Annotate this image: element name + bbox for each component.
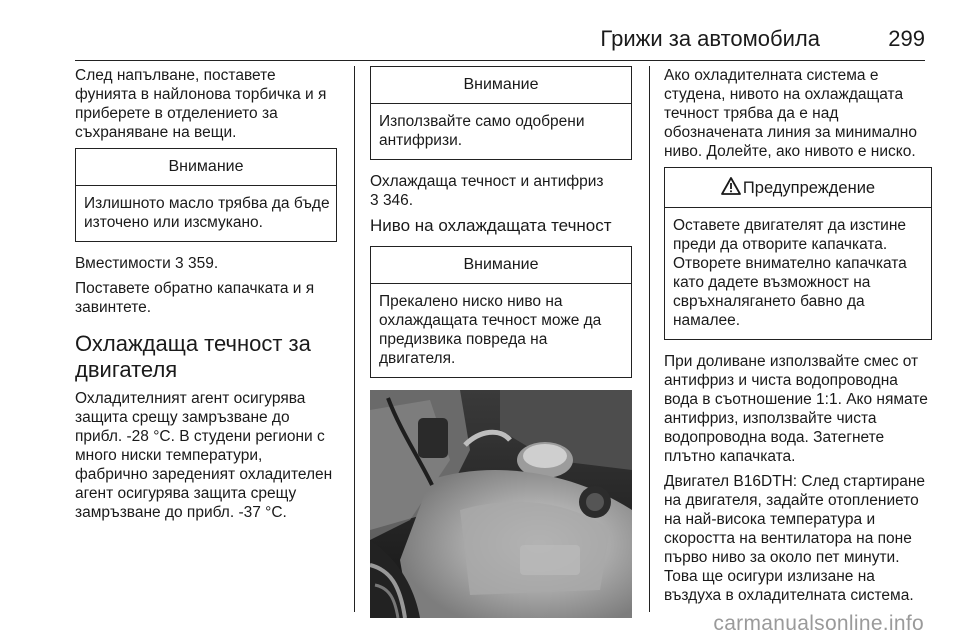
notice-body: Използвайте само одобрени антифризи. bbox=[379, 113, 585, 149]
paragraph: При доливане използвайте смес от антифриз и чиста водопроводна вода в съотношение 1:1. Ако нямате антифриз, използвайте чиста водопроводна вода. Затегнете плътно капачката. bbox=[664, 353, 928, 465]
warning-box bbox=[664, 167, 932, 340]
reference-page-link[interactable]: 359. bbox=[187, 255, 219, 272]
subsection-heading: Ниво на охлаждащата течност bbox=[370, 216, 612, 235]
reference-arrow: 3 bbox=[175, 255, 184, 272]
warning-triangle-icon bbox=[721, 177, 741, 195]
column-divider bbox=[649, 66, 650, 612]
notice-heading: Внимание bbox=[371, 67, 631, 104]
cross-reference bbox=[75, 254, 337, 273]
paragraph: Поставете обратно капачката и я завинтете. bbox=[75, 280, 315, 316]
paragraph: Ако охладителната система е студена, нивото на охлаждащата течност трябва да е над обозначената линия за минимално ниво. Долейте, ако нивото е ниско. bbox=[664, 67, 917, 160]
engine-bay-coolant-reservoir-photo bbox=[370, 390, 632, 618]
column-right bbox=[664, 66, 932, 611]
notice-body: Прекалено ниско ниво на охлаждащата течност може да предизвика повреда на двигателя. bbox=[379, 293, 602, 367]
warning-heading: Предупреждение bbox=[742, 179, 876, 197]
reference-arrow: 3 bbox=[370, 192, 379, 209]
watermark: carmanualsonline.info bbox=[713, 612, 924, 635]
page-header bbox=[75, 20, 925, 61]
notice-heading: Внимание bbox=[76, 149, 336, 186]
notice-box bbox=[370, 66, 632, 160]
notice-body: Излишното масло трябва да бъде източено или изсмукано. bbox=[84, 195, 330, 231]
paragraph: Охладителният агент осигурява защита срещу замръзване до прибл. -28 °C. В студени региони с много ниски температури, фабрично зареденият охладителен агент осигурява защита срещу замръзване до прибл. -37 °C. bbox=[75, 390, 333, 521]
column-divider bbox=[354, 66, 355, 612]
notice-heading: Внимание bbox=[371, 247, 631, 284]
notice-box bbox=[370, 246, 632, 378]
column-left bbox=[75, 66, 337, 528]
warning-header bbox=[665, 168, 931, 208]
column-middle bbox=[370, 66, 632, 618]
warning-body: Оставете двигателят да изстине преди да отворите капачката. Отворете внимателно капачката като дадете възможност на свръхналягането бавно да намалее. bbox=[673, 217, 907, 329]
notice-box bbox=[75, 148, 337, 242]
section-heading: Охлаждаща течност за двигателя bbox=[75, 331, 311, 382]
page-title: Грижи за автомобила bbox=[600, 26, 820, 51]
page-number: 299 bbox=[888, 26, 925, 51]
paragraph: След напълване, поставете фунията в найлонова торбичка и я приберете в отделението за съхраняване на вещи. bbox=[75, 67, 327, 141]
cross-reference-label: Охлаждаща течност и антифриз bbox=[370, 173, 604, 190]
reference-page-link[interactable]: 346. bbox=[382, 192, 414, 209]
engine-bay-photo bbox=[370, 390, 632, 618]
paragraph: Двигател B16DTH: След стартиране на двигателя, задайте отоплението на най-висока температура и скоростта на вентилатора на поне първо ниво за около пет минути. Това ще осигури излизане на въздуха в охладителната система. bbox=[664, 473, 926, 604]
cross-reference-label: Вместимости bbox=[75, 255, 171, 272]
cross-reference bbox=[370, 172, 632, 210]
